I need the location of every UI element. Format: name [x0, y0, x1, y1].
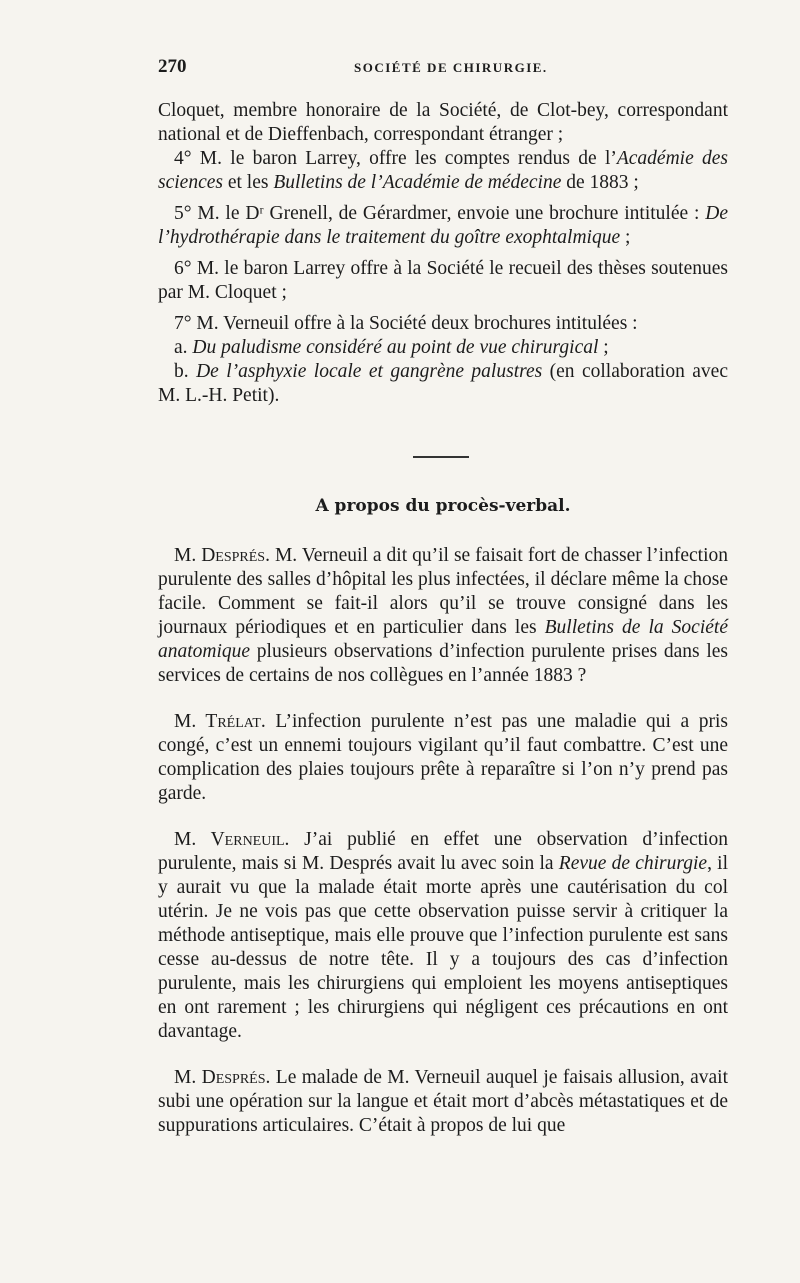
intro-block — [158, 99, 728, 408]
speaker-name: M. Després. — [174, 1067, 271, 1088]
section-title: A propos du procès-verbal. — [315, 496, 571, 516]
list-item-7b: b. De l’asphyxie locale et gangrène palustres (en collaboration avec M. L.-H. Petit). — [158, 361, 728, 406]
list-item-5: 5° M. le Dʳ Grenell, de Gérardmer, envoie une brochure intitulée : De l’hydrothérapie dans le traitement du goître exophtalmique ; — [158, 203, 728, 248]
page-header — [158, 56, 728, 84]
page-number: 270 — [158, 56, 187, 77]
discussion-paragraph-despres-2: M. Després. Le malade de M. Verneuil auquel je faisais allusion, avait subi une opération sur la langue et était mort d’abcès métastatiques et de suppurations articulaires. C’était à propos de lui que — [158, 1067, 728, 1136]
intro-paragraph: Cloquet, membre honoraire de la Société, de Clot-bey, correspondant national et de Dieffenbach, correspondant étranger ; — [158, 100, 728, 145]
list-item-4: 4° M. le baron Larrey, offre les comptes rendus de l’Académie des sciences et les Bulletins de l’Académie de médecine de 1883 ; — [158, 148, 728, 193]
list-item-7a: a. Du paludisme considéré au point de vue chirurgical ; — [174, 337, 609, 358]
list-item-7: 7° M. Verneuil offre à la Société deux brochures intitulées : — [174, 313, 638, 334]
speaker-name: M. Trélat. — [174, 711, 266, 732]
speaker-name: M. Després. — [174, 545, 270, 566]
speaker-name: M. Verneuil. — [174, 829, 290, 850]
section-divider — [413, 456, 469, 458]
discussion-paragraph-trelat: M. Trélat. L’infection purulente n’est pas une maladie qui a pris congé, c’est un ennemi toujours vigilant qu’il faut combattre. C’est une complication des plaies toujours prête à reparaître si l’on n’y prend pas garde. — [158, 711, 728, 804]
discussion-block — [158, 544, 728, 1138]
running-head: SOCIÉTÉ DE CHIRURGIE. — [354, 60, 548, 75]
discussion-paragraph-verneuil: M. Verneuil. J’ai publié en effet une observation d’infection purulente, mais si M. Després avait lu avec soin la Revue de chirurgie, il y aurait vu que la malade était morte après une cautérisation du col utérin. Je ne vois pas que cette observation puisse servir à critiquer la méthode antiseptique, mais elle prouve que l’infection purulente est sans cesse au-dessus de notre tête. Il y a toujours des cas d’infection purulente, mais les chirurgiens qui emploient les moyens antiseptiques en ont rarement ; les chirurgiens qui négligent ces précautions en ont davantage. — [158, 829, 728, 1042]
discussion-paragraph-despres: M. Després. M. Verneuil a dit qu’il se faisait fort de chasser l’infection purulente des salles d’hôpital les plus infectées, il déclare même la chose facile. Comment se fait-il alors qu’il se trouve consigné dans les journaux périodiques et en particulier dans les Bulletins de la Société anatomique plusieurs observations d’infection purulente prises dans les services de certains de nos collègues en l’année 1883 ? — [158, 545, 728, 686]
list-item-6: 6° M. le baron Larrey offre à la Société le recueil des thèses soutenues par M. Cloquet ; — [158, 258, 728, 303]
